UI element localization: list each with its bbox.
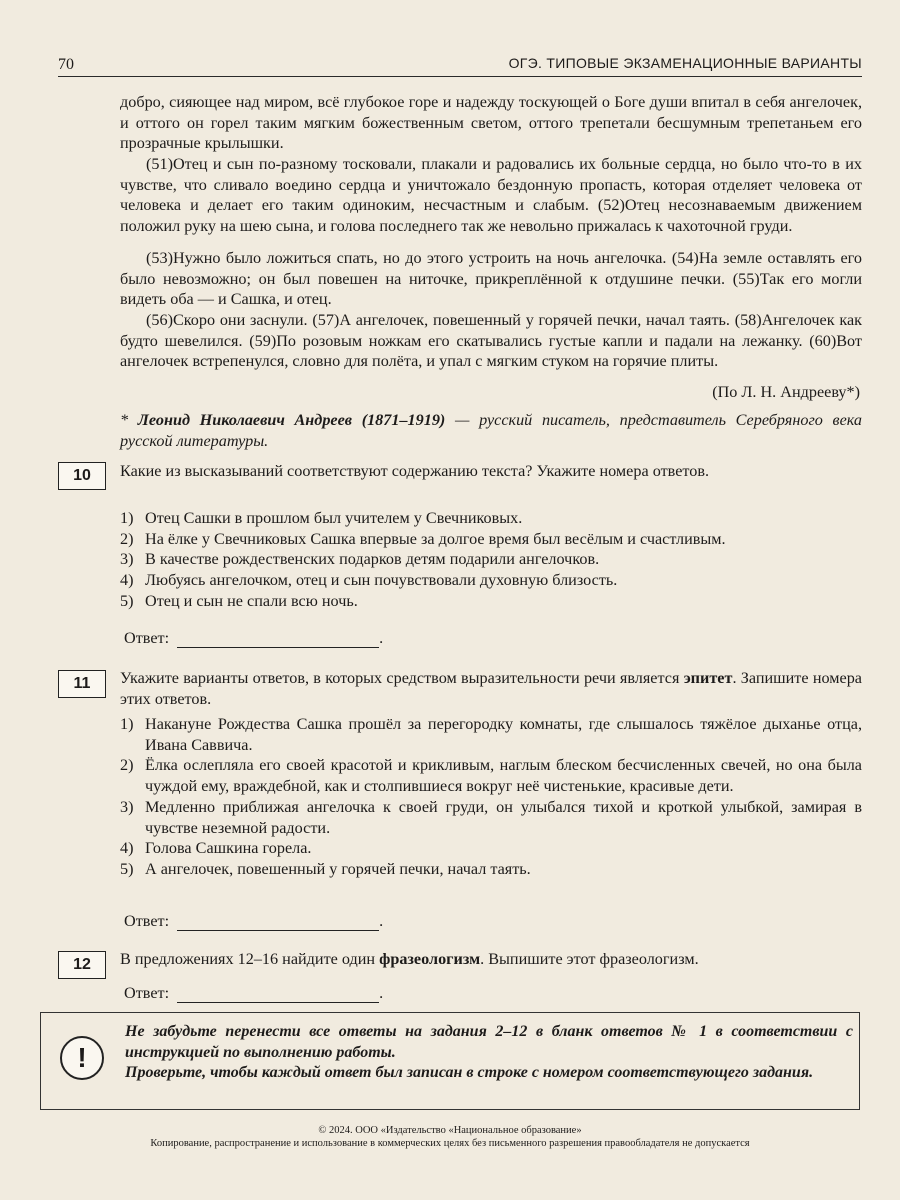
- option-item: [120, 838, 862, 859]
- story-paragraph: добро, сияющее над миром, всё глубокое горе и надежду тоскующей о Боге души впитал в себя ангелочек, и оттого он горел таким мягким божественным светом, оттого трепетали бесшумным трепетаньем его прозрачные крылышки.: [120, 93, 862, 153]
- option-text: Накануне Рождества Сашка прошёл за перегородку комнаты, где слышалось тяжёлое дыханье отца, Ивана Саввича.: [145, 715, 862, 754]
- option-text: А ангелочек, повешенный у горячей печки, начал таять.: [145, 859, 531, 878]
- option-number: 2): [120, 756, 134, 775]
- answer-period: .: [379, 984, 384, 1002]
- question-11-prompt: [120, 668, 862, 709]
- option-text: Любуясь ангелочком, отец и сын почувствовали духовную близость.: [145, 571, 618, 590]
- notice-box: [40, 1012, 860, 1110]
- footer-rights: Копирование, распространение и использование в коммерческих целях без письменного разрешения правообладателя не допускается: [150, 1138, 750, 1149]
- prompt-text: В предложениях 12–16 найдите один: [120, 950, 380, 968]
- option-item: [120, 591, 862, 612]
- option-item: [120, 570, 862, 591]
- question-10-prompt: Какие из высказываний соответствуют содержанию текста? Укажите номера ответов.: [120, 462, 710, 480]
- option-number: 2): [120, 529, 134, 548]
- story-paragraph: (51)Отец и сын по-разному тосковали, плакали и радовались их больные сердца, но было что-то в их чувстве, что сливало воедино сердца и уничтожало бездонную пропасть, которая отделяет человека от человека и делает его таким одиноким, несчастным и слабым. (52)Отец несознаваемым движением положил руку на шею сына, и голова последнего так же невольно прижалась к чахоточной груди.: [120, 155, 862, 236]
- footnote-text: — русский писатель, представитель Серебряного века русской литературы.: [120, 411, 863, 450]
- option-text: Отец Сашки в прошлом был учителем у Свечниковых.: [145, 509, 523, 527]
- running-title: ОГЭ. ТИПОВЫЕ ЭКЗАМЕНАЦИОННЫЕ ВАРИАНТЫ: [508, 55, 862, 71]
- notice-line: Проверьте, чтобы каждый ответ был записан в строке с номером соответствующего задания.: [125, 1064, 814, 1081]
- prompt-text: . Выпишите этот фразеологизм.: [480, 950, 699, 968]
- option-number: 1): [120, 509, 134, 527]
- footnote-marker: *: [120, 411, 129, 429]
- option-number: 4): [120, 571, 134, 590]
- answer-label: Ответ:: [124, 629, 170, 647]
- prompt-text: . Запишите номера этих ответов.: [120, 669, 862, 708]
- story-paragraph: (53)Нужно было ложиться спать, но до этого устроить на ночь ангелочка. (54)На земле оставлять его было невозможно; он был повешен на ниточке, прикреплённой к отдушине печки. (55)Так его могли видеть оба — и Сашка, и отец.: [120, 249, 862, 309]
- question-12-answer: [124, 984, 383, 1003]
- question-12-prompt: [120, 949, 862, 970]
- question-11-answer: [124, 912, 383, 931]
- author-footnote: [120, 410, 862, 452]
- footer-copyright: © 2024. ООО «Издательство «Национальное образование»: [318, 1125, 582, 1136]
- answer-field[interactable]: [177, 986, 379, 1003]
- answer-label: Ответ:: [124, 984, 170, 1002]
- option-item: [120, 797, 862, 838]
- page-number: 70: [58, 56, 74, 73]
- notice-line: Не забудьте перенести все ответы на задания 2–12 в бланк ответов № 1 в соответствии с инструкцией по выполнению работы.: [125, 1023, 853, 1061]
- footnote-author-name: Леонид Николаевич Андреев (1871–1919): [137, 411, 446, 429]
- answer-field[interactable]: [177, 914, 379, 931]
- option-number: 4): [120, 839, 134, 858]
- question-10-answer: [124, 629, 383, 648]
- question-11-number: 11: [58, 670, 106, 698]
- question-10-number: 10: [58, 462, 106, 490]
- page-header: [58, 52, 862, 77]
- option-item: [120, 859, 862, 880]
- story-attribution: (По Л. Н. Андрееву*): [712, 383, 860, 401]
- option-item: [120, 755, 862, 796]
- option-number: 5): [120, 591, 134, 610]
- question-10-options: [120, 508, 862, 612]
- exclamation-icon: !: [60, 1036, 104, 1080]
- notice-text: [125, 1022, 853, 1084]
- option-text: Ёлка ослепляла его своей красотой и крикливым, наглым блеском бесчисленных свечей, но она была чуждой ему, враждебной, как и столпившиеся вокруг неё чистенькие, красивые дети.: [145, 756, 862, 796]
- option-number: 3): [120, 797, 134, 816]
- prompt-text: Укажите варианты ответов, в которых средством выразительности речи является: [120, 669, 684, 687]
- option-text: Отец и сын не спали всю ночь.: [145, 591, 358, 610]
- option-number: 5): [120, 859, 134, 878]
- answer-period: .: [379, 912, 384, 930]
- option-text: В качестве рождественских подарков детям подарили ангелочков.: [145, 550, 600, 569]
- answer-period: .: [379, 629, 384, 647]
- story-paragraph: (56)Скоро они заснули. (57)А ангелочек, повешенный у горячей печки, начал таять. (58)Ангелочек как будто шевелился. (59)По розовым ножкам его скатывались густые капли и падали на лежанку. (60)Вот ангелочек встрепенулся, словно для полёта, и упал с мягким стуком на горячие плиты.: [120, 311, 862, 371]
- option-item: [120, 714, 862, 755]
- option-item: [120, 508, 862, 529]
- answer-field[interactable]: [177, 631, 379, 648]
- question-12-number: 12: [58, 951, 106, 979]
- answer-label: Ответ:: [124, 912, 170, 930]
- option-text: Медленно приближая ангелочка к своей груди, он улыбался тихой и кроткой улыбкой, замирая в чувстве неземной радости.: [145, 797, 862, 837]
- option-text: На ёлке у Свечниковых Сашка впервые за долгое время был весёлым и счастливым.: [145, 529, 726, 548]
- option-item: [120, 549, 862, 570]
- option-item: [120, 529, 862, 550]
- option-number: 3): [120, 550, 134, 569]
- prompt-keyword: эпитет: [683, 669, 733, 687]
- question-11-options: [120, 714, 862, 880]
- option-text: Голова Сашкина горела.: [145, 839, 312, 858]
- option-number: 1): [120, 715, 134, 733]
- prompt-keyword: фразеологизм: [379, 950, 481, 968]
